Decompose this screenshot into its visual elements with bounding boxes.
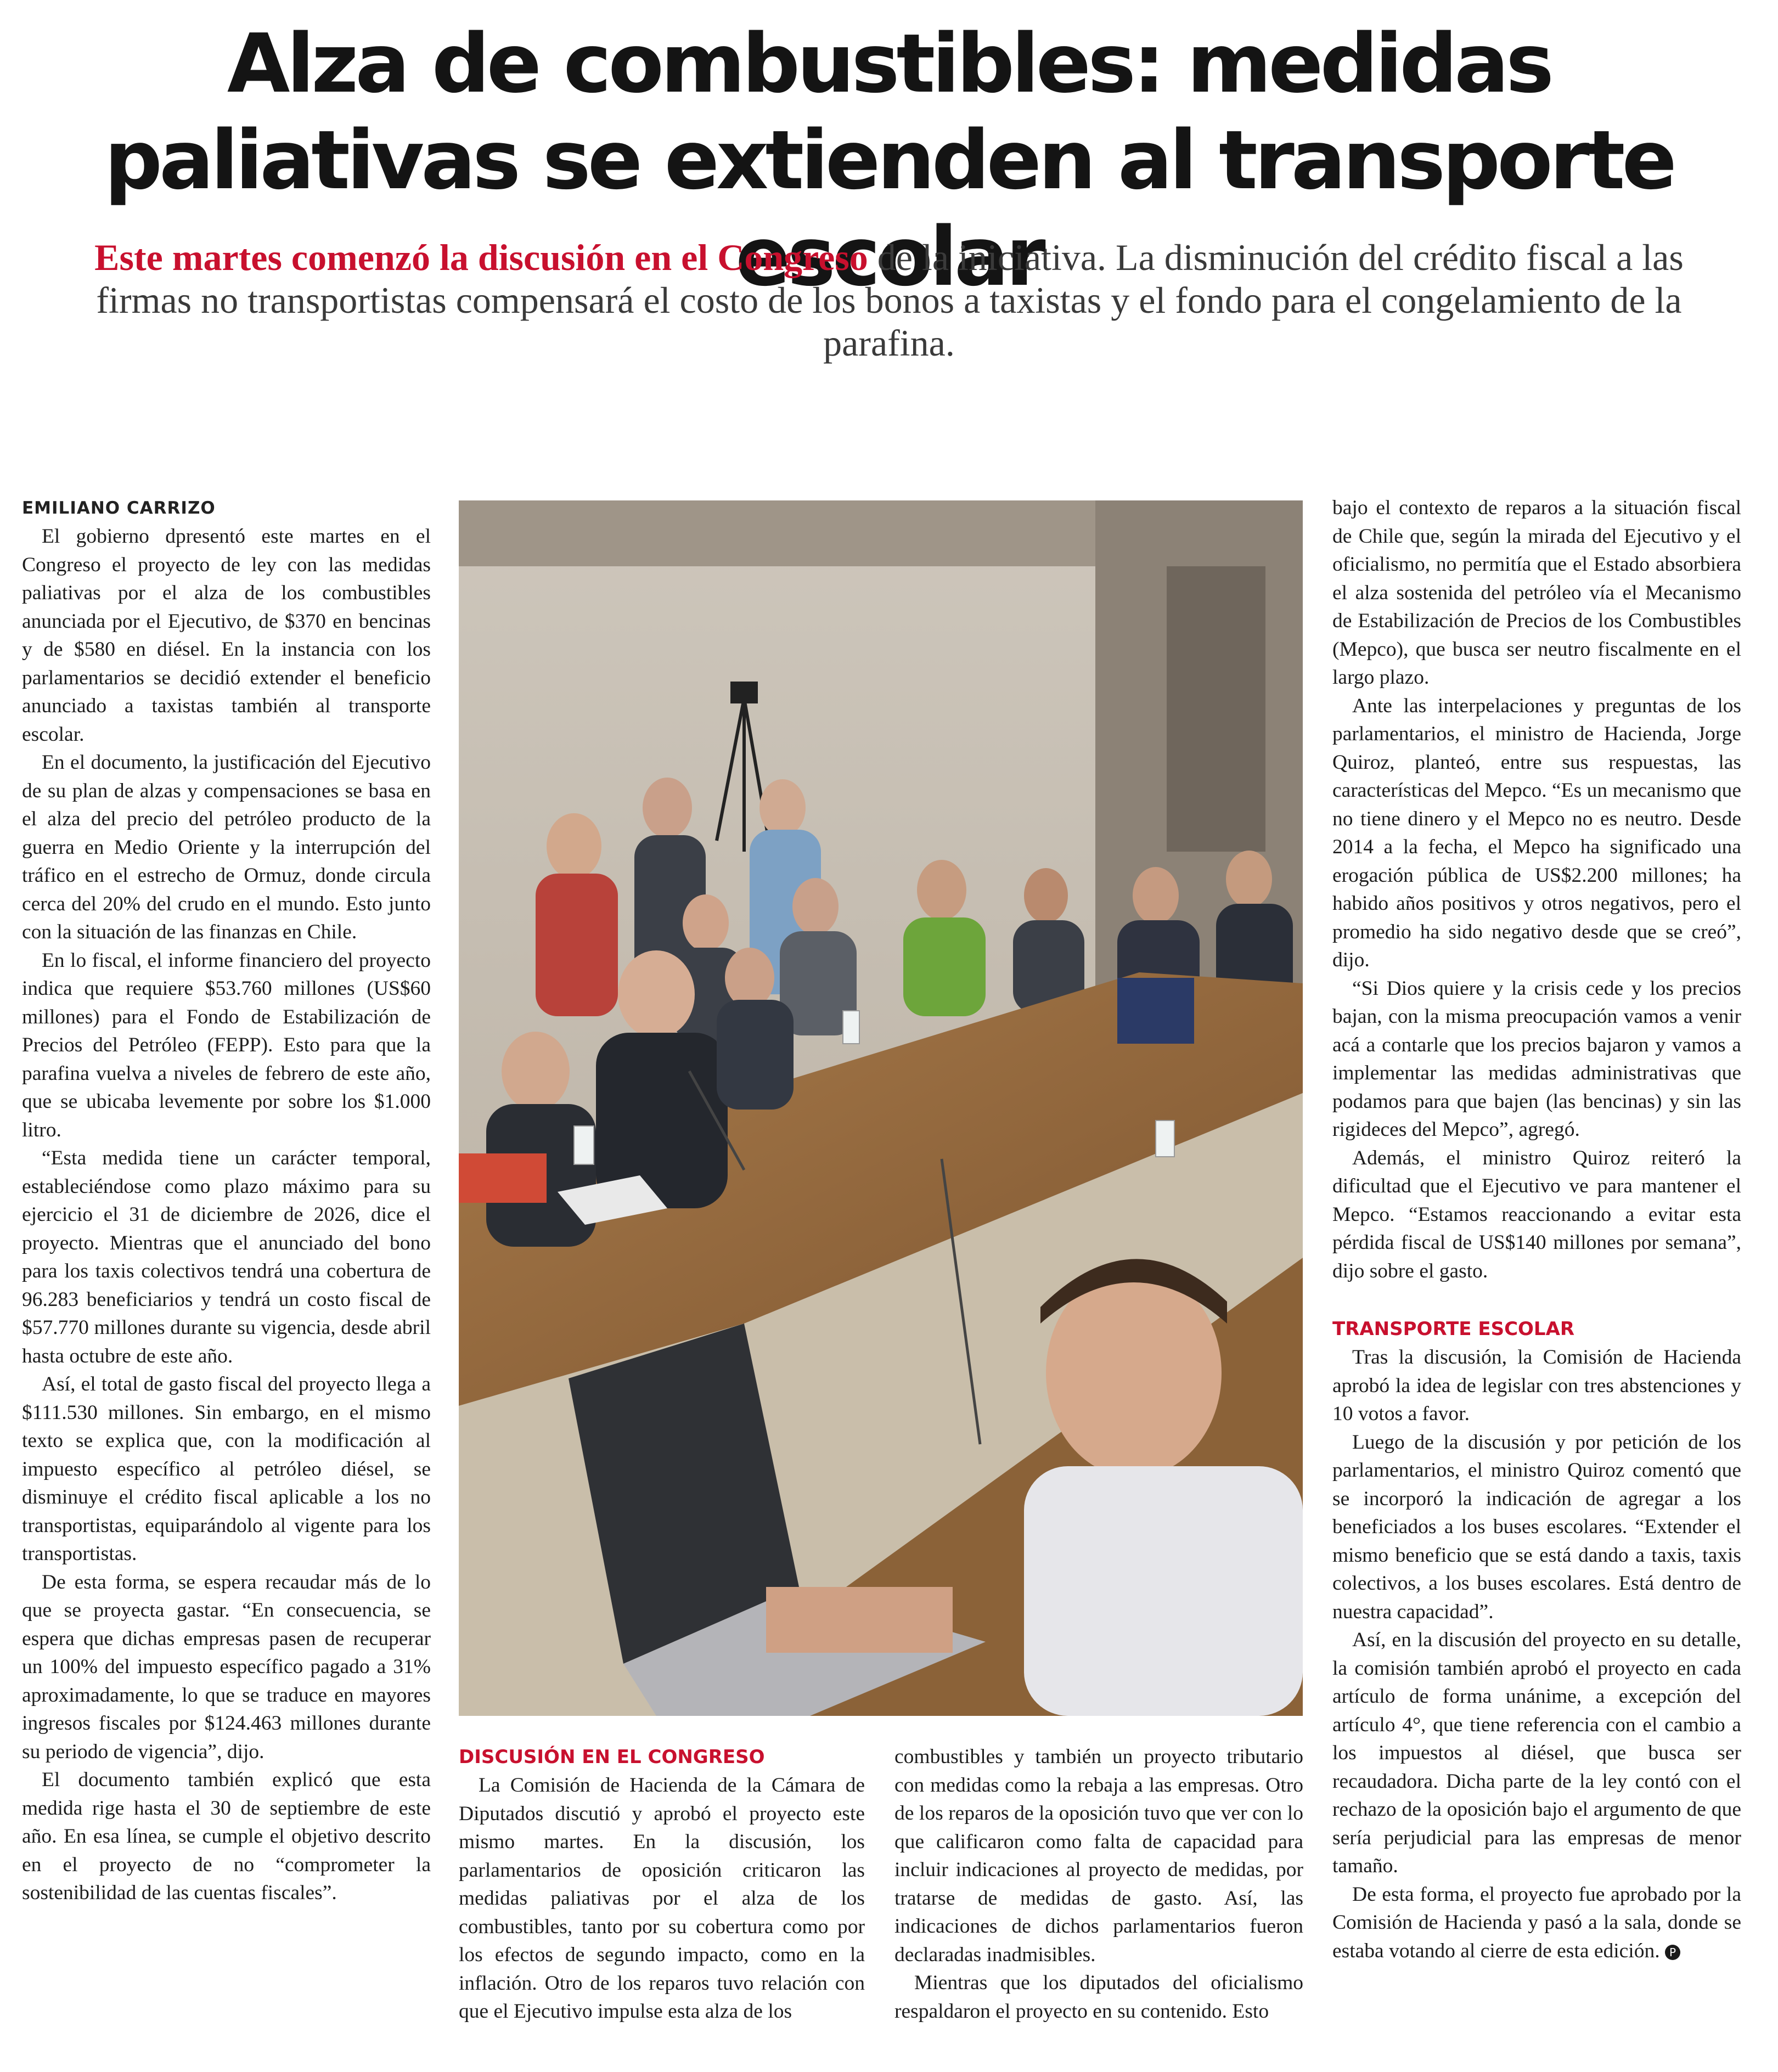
paragraph: Luego de la discusión y por petición de los parlamentarios, el ministro Quiroz comentó que se incorporó la indicación de agregar a los beneficiados a los buses escolares. “Extender el mismo beneficio que se está dando a taxis, taxis colectivos, a los buses escolares. Está dentro de nuestra capacidad”. xyxy=(1332,1431,1741,1623)
paragraph: La Comisión de Hacienda de la Cámara de Diputados discutió y aprobó el proyecto este mismo martes. En la discusión, los parlamentarios de oposición criticaron las medidas paliativas por el alza de los combustibles, tanto por su cobertura como por los efectos de segundo impacto, como en la inflación. Otro de los reparos tuvo relación con que el Ejecutivo impulse esta alza de los xyxy=(459,1774,865,2023)
paragraph: En lo fiscal, el informe financiero del proyecto indica que requiere $53.760 millones (US$60 millones) para el Fondo de Estabilización de Precios del Petróleo (FEPP). Esto para que la parafina vuelva a niveles de febrero de este año, que se ubicaba levemente por sobre los $1.000 litro. xyxy=(22,949,431,1141)
paragraph: Así, en la discusión del proyecto en su detalle, la comisión también aprobó el proyecto en cada artículo de forma unánime, a excepción del artículo 4°, que tiene referencia con el cambio a los impuestos al diésel, que busca ser recaudadora. Dicha parte de la ley contó con el rechazo de la oposición bajo el argumento de que sería perjudicial para las empresas de menor tamaño. xyxy=(1332,1629,1741,1877)
paragraph-closing xyxy=(1332,1880,1741,1966)
paragraph: De esta forma, se espera recaudar más de lo que se proyecta gastar. “En consecuencia, se espera que dichas empresas pasen de recuperar un 100% del impuesto específico pagado a 31% aproximadamente, lo que se traduce en mayores ingresos fiscales por $124.463 millones durante su periodo de vigencia”, dijo. xyxy=(22,1570,431,1763)
paragraph: combustibles y también un proyecto tributario con medidas como la rebaja a las empresas. Otro de los reparos de la oposición tuvo que ver con lo que calificaron como falta de capacidad para incluir indicaciones al proyecto de medidas, por tratarse de medidas de gasto. Así, las indicaciones de dichos parlamentarios fueron declaradas inadmisibles. xyxy=(894,1746,1303,1966)
subhead-transporte: TRANSPORTE ESCOLAR xyxy=(1332,1318,1575,1340)
paragraph: Mientras que los diputados del oficialismo respaldaron el proyecto en su contenido. Esto xyxy=(894,1972,1303,2023)
deck xyxy=(93,236,1685,364)
headline: Alza de combustibles: medidas paliativas se extienden al transporte escolar xyxy=(104,16,1674,304)
paragraph: Tras la discusión, la Comisión de Hacienda aprobó la idea de legislar con tres abstenciones y 10 votos a favor. xyxy=(1332,1346,1741,1425)
meeting-photo-illustration xyxy=(459,500,1303,1716)
column-3 xyxy=(1332,494,1741,1965)
subhead-discusion: DISCUSIÓN EN EL CONGRESO xyxy=(459,1746,765,1768)
closing-text: De esta forma, el proyecto fue aprobado por la Comisión de Hacienda y pasó a la sala, donde se estaba votando al cierre de esta edición. xyxy=(1332,1883,1741,1962)
paragraph: bajo el contexto de reparos a la situación fiscal de Chile que, según la mirada del Ejecutivo y el oficialismo, no permitía que el Estado absorbiera el alza sostenida del petróleo vía el Mecanismo de Estabilización de Precios de los Combustibles (Mepco), que busca ser neutro fiscalmente en el largo plazo. xyxy=(1332,497,1741,689)
article-photo xyxy=(459,500,1303,1716)
paragraph: El documento también explicó que esta medida rige hasta el 30 de septiembre de este año. En esa línea, se cumple el objetivo descrito en el proyecto de no “comprometer la sostenibilidad de las cuentas fiscales”. xyxy=(22,1769,431,1904)
end-mark-icon: P xyxy=(1665,1945,1680,1960)
byline: EMILIANO CARRIZO xyxy=(22,498,216,518)
paragraph: Así, el total de gasto fiscal del proyecto llega a $111.530 millones. Sin embargo, en el mismo texto se explica que, con la modificación al impuesto específico al petróleo diésel, se disminuye el crédito fiscal aplicable a los no transportistas, equiparándolo al vigente para los transportistas. xyxy=(22,1373,431,1565)
deck-lead: Este martes comenzó la discusión en el Congreso xyxy=(94,237,868,278)
paragraph: “Esta medida tiene un carácter temporal, estableciéndose como plazo máximo para su ejercicio el 31 de diciembre de 2026, dice el proyecto. Mientras que el anunciado del bono para los taxis colectivos tendrá una cobertura de 96.283 beneficiarios y tendrá un costo fiscal de $57.770 millones durante su vigencia, desde abril hasta octubre de este año. xyxy=(22,1147,431,1367)
deck-rest: de la iniciativa. La disminución del crédito fiscal a las firmas no transportistas compensará el costo de los bonos a taxistas y el fondo para el congelamiento de la parafina. xyxy=(96,237,1684,364)
paragraph: Además, el ministro Quiroz reiteró la dificultad que el Ejecutivo ve para mantener el Mepco. “Estamos reaccionando a evitar esta pérdida fiscal de US$140 millones por semana”, dijo sobre el gasto. xyxy=(1332,1146,1741,1282)
column-1 xyxy=(22,494,431,1907)
paragraph: Ante las interpelaciones y preguntas de los parlamentarios, el ministro de Hacienda, Jorge Quiroz, planteó, entre sus respuestas, las características del Mepco. “Es un mecanismo que no tiene dinero y el Mepco no es neutro. Desde 2014 a la fecha, el Mepco ha significado una erogación pública de US$2.200 millones; ha habido años positivos y otros negativos, pero el promedio ha sido negativo desde que se creó”, dijo. xyxy=(1332,694,1741,971)
paragraph: En el documento, la justificación del Ejecutivo de su plan de alzas y compensaciones se basa en el alza del precio del petróleo producto de la guerra en Medio Oriente y la interrupción del tráfico en el estrecho de Ormuz, donde circula cerca del 20% del crudo en el mundo. Esto junto con la situación de las finanzas en Chile. xyxy=(22,751,431,943)
column-2b xyxy=(894,1743,1303,2025)
column-2a xyxy=(459,1743,865,2026)
paragraph: El gobierno dpresentó este martes en el Congreso el proyecto de ley con las medidas paliativas por el alza de los combustibles anunciada por el Ejecutivo, de $370 en bencinas y de $580 en diésel. En la instancia con los parlamentarios se decidió extender el beneficio anunciado a taxistas también al transporte escolar. xyxy=(22,525,431,746)
paragraph: “Si Dios quiere y la crisis cede y los precios bajan, con la misma preocupación vamos a venir acá a contarle que los precios bajaron y vamos a implementar las medidas administrativas que podamos para que bajen (las bencinas) y sin las rigideces del Mepco”, agregó. xyxy=(1332,977,1741,1141)
